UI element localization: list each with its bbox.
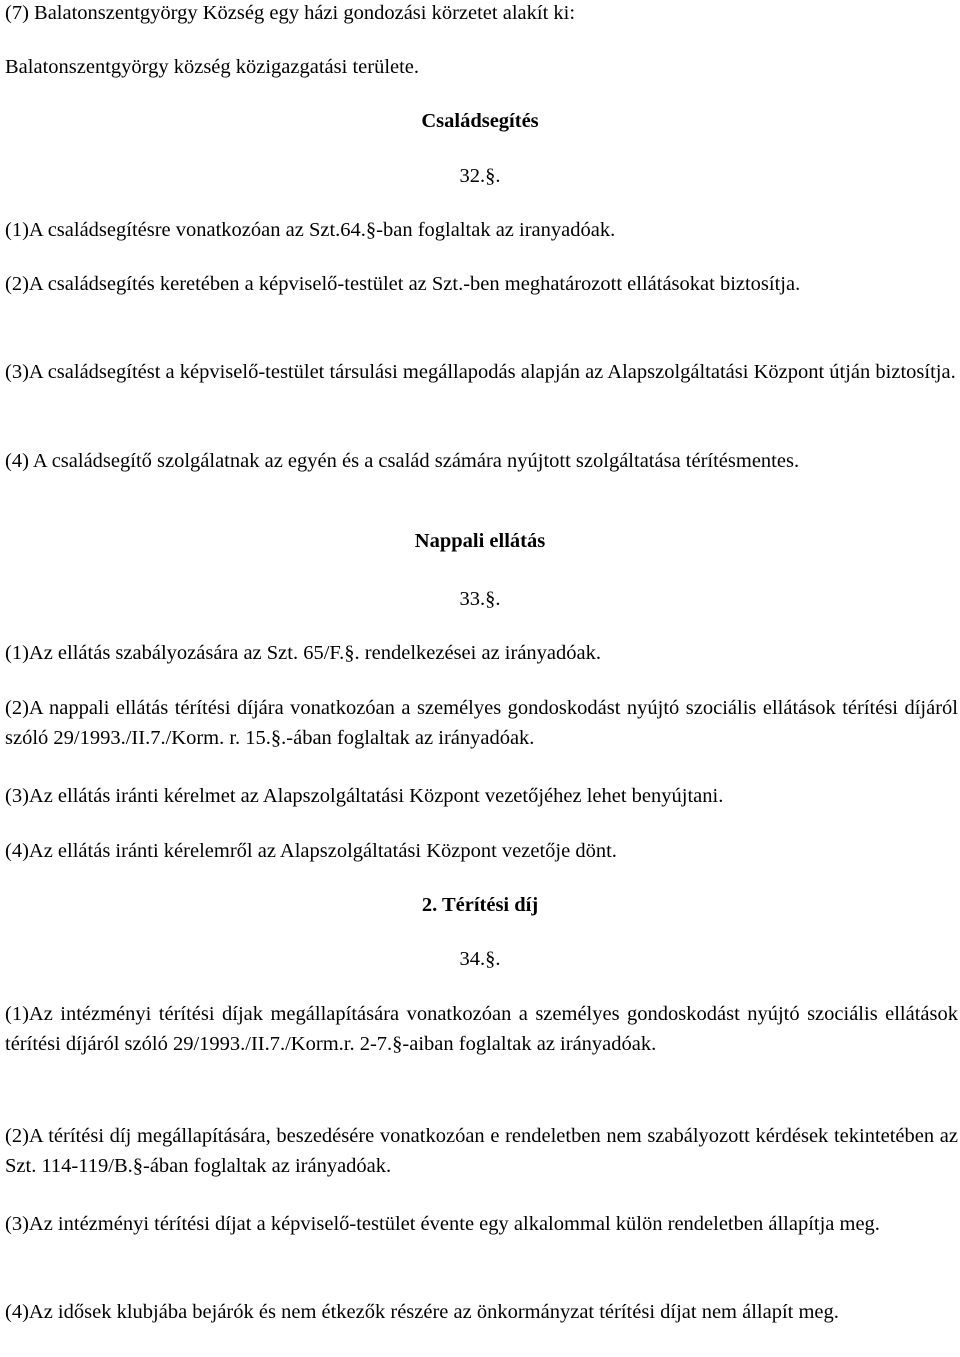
section-heading-nappali: Nappali ellátás	[414, 530, 546, 552]
section-heading-teritesi-dij: 2. Térítési díj	[421, 894, 539, 916]
intro-line-1: (7) Balatonszentgyörgy Község egy házi gondozási körzetet alakít ki:	[5, 2, 576, 24]
section-number-33: 33.§.	[459, 588, 501, 610]
paragraph-32-4: (4) A családsegítő szolgálatnak az egyén és a család számára nyújtott szolgáltatása térítésmentes.	[5, 450, 800, 472]
paragraph-34-1: (1)Az intézményi térítési díjak megállapítására vonatkozóan a személyes gondoskodást nyújtó szociális ellátások térítési díjáról szóló 29/1993./II.7./Korm.r. 2-7.§-aiban foglaltak az irányadóak.	[5, 1003, 958, 1055]
paragraph-34-2: (2)A térítési díj megállapítására, beszedésére vonatkozóan e rendeletben nem szabályozott kérdések tekintetében az Szt. 114-119/B.§-ában foglaltak az irányadóak.	[5, 1125, 958, 1177]
paragraph-32-3: (3)A családsegítést a képviselő-testület társulási megállapodás alapján az Alapszolgáltatási Központ útján biztosítja.	[5, 361, 956, 383]
section-heading-csaladsegites: Családsegítés	[421, 110, 539, 132]
intro-line-2: Balatonszentgyörgy község közigazgatási területe.	[5, 56, 420, 78]
paragraph-34-4: (4)Az idősek klubjába bejárók és nem étkezők részére az önkormányzat térítési díjat nem állapít meg.	[5, 1301, 839, 1323]
paragraph-32-2: (2)A családsegítés keretében a képviselő-testület az Szt.-ben meghatározott ellátásokat biztosítja.	[5, 273, 801, 295]
paragraph-33-3: (3)Az ellátás iránti kérelmet az Alapszolgáltatási Központ vezetőjéhez lehet benyújtani.	[5, 785, 724, 807]
section-number-32: 32.§.	[459, 165, 501, 187]
paragraph-32-1: (1)A családsegítésre vonatkozóan az Szt.64.§-ban foglaltak az iranyadóak.	[5, 219, 616, 241]
paragraph-33-1: (1)Az ellátás szabályozására az Szt. 65/F.§. rendelkezései az irányadóak.	[5, 642, 601, 664]
section-number-34: 34.§.	[459, 948, 501, 970]
paragraph-33-2: (2)A nappali ellátás térítési díjára vonatkozóan a személyes gondoskodást nyújtó szociális ellátások térítési díjáról szóló 29/1993./II.7./Korm. r. 15.§.-ában foglaltak az irányadóak.	[5, 697, 958, 749]
paragraph-33-4: (4)Az ellátás iránti kérelemről az Alapszolgáltatási Központ vezetője dönt.	[5, 840, 617, 862]
paragraph-34-3: (3)Az intézményi térítési díjat a képviselő-testület évente egy alkalommal külön rendeletben állapítja meg.	[5, 1213, 880, 1235]
